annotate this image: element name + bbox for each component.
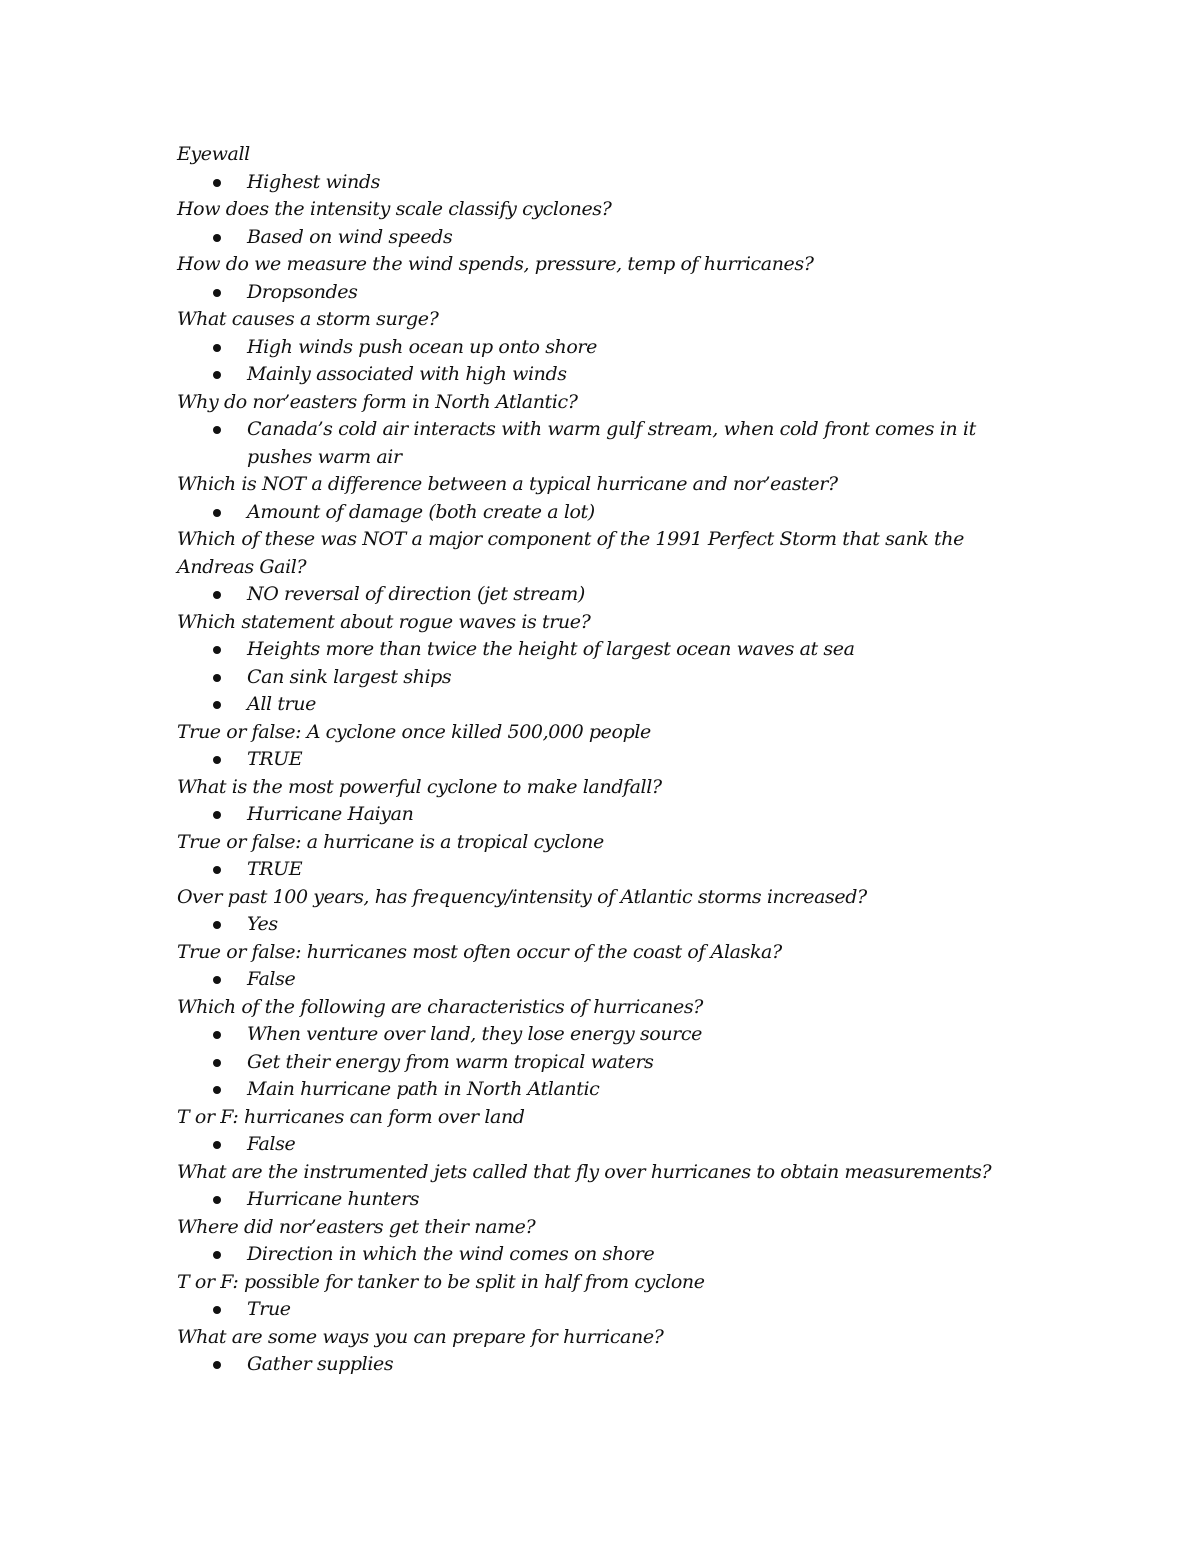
answer-text: False (247, 968, 296, 990)
answer-list (177, 966, 1037, 994)
answer-list (177, 1351, 1037, 1379)
answer-item (177, 224, 1037, 252)
answer-text: TRUE (247, 748, 303, 770)
answer-text: High winds push ocean up onto shore (247, 335, 597, 358)
question-text: Over past 100 years, has frequency/intensity of Atlantic storms increased? (177, 885, 867, 908)
answer-list (177, 224, 1037, 252)
bullet-icon (213, 866, 221, 874)
answer-text: False (247, 1133, 296, 1155)
answer-list (177, 746, 1037, 774)
bullet-icon (213, 1086, 221, 1094)
question-text: Which of the following are characteristics of hurricanes? (177, 995, 703, 1018)
question-text: Which is NOT a difference between a typical hurricane and nor’easter? (177, 473, 838, 495)
answer-item (177, 1186, 1037, 1214)
qa-list (177, 141, 1037, 1379)
bullet-icon (213, 1196, 221, 1204)
answer-item (177, 911, 1037, 939)
answer-item (177, 279, 1037, 307)
bullet-icon (213, 1059, 221, 1067)
answer-list (177, 1296, 1037, 1324)
question-text: T or F: hurricanes can form over land (177, 1105, 525, 1128)
answer-list (177, 279, 1037, 307)
answer-item (177, 1021, 1037, 1049)
answer-item (177, 1131, 1037, 1159)
bullet-icon (213, 591, 221, 599)
answer-item (177, 169, 1037, 197)
answer-item (177, 856, 1037, 884)
question-text: Where did nor’easters get their name? (177, 1215, 536, 1238)
answer-item (177, 801, 1037, 829)
answer-item (177, 334, 1037, 362)
answer-list (177, 499, 1037, 527)
answer-list (177, 169, 1037, 197)
answer-list (177, 1241, 1037, 1269)
answer-item (177, 746, 1037, 774)
bullet-icon (213, 1251, 221, 1259)
answer-item (177, 691, 1037, 719)
answer-item (177, 1049, 1037, 1077)
answer-text: All true (247, 693, 316, 715)
answer-item (177, 416, 1037, 471)
answer-item (177, 1241, 1037, 1269)
bullet-icon (213, 371, 221, 379)
question-text: Which of these was NOT a major component of the 1991 Perfect Storm that sank the Andreas Gail? (177, 528, 964, 578)
answer-text: True (247, 1298, 291, 1320)
bullet-icon (213, 289, 221, 297)
answer-text: Canada’s cold air interacts with warm gulf stream, when cold front comes in it pushes warm air (247, 418, 976, 468)
answer-list (177, 1131, 1037, 1159)
question-text: What causes a storm surge? (177, 308, 439, 330)
answer-text: Gather supplies (247, 1353, 394, 1375)
bullet-icon (213, 509, 221, 517)
answer-text: Amount of damage (both create a lot) (247, 500, 595, 523)
answer-text: Get their energy from warm tropical waters (247, 1050, 654, 1073)
bullet-icon (213, 646, 221, 654)
answer-list (177, 416, 1037, 471)
answer-text: NO reversal of direction (jet stream) (247, 583, 585, 605)
answer-list (177, 1186, 1037, 1214)
question-text: What are some ways you can prepare for hurricane? (177, 1325, 664, 1348)
answer-item (177, 1296, 1037, 1324)
bullet-icon (213, 426, 221, 434)
answer-item (177, 361, 1037, 389)
answer-item (177, 664, 1037, 692)
bullet-icon (213, 976, 221, 984)
answer-list (177, 856, 1037, 884)
answer-text: Mainly associated with high winds (247, 363, 567, 385)
answer-text: Yes (247, 913, 278, 935)
answer-text: Hurricane hunters (247, 1188, 420, 1210)
question-text: Eyewall (177, 143, 250, 165)
answer-text: TRUE (247, 858, 303, 880)
bullet-icon (213, 344, 221, 352)
question-text: How do we measure the wind spends, pressure, temp of hurricanes? (177, 253, 814, 275)
answer-text: Based on wind speeds (247, 225, 453, 248)
answer-text: Heights more than twice the height of largest ocean waves at sea (247, 638, 855, 660)
answer-list (177, 636, 1037, 719)
bullet-icon (213, 811, 221, 819)
bullet-icon (213, 1361, 221, 1369)
answer-text: Direction in which the wind comes on shore (247, 1243, 655, 1265)
bullet-icon (213, 756, 221, 764)
question-text: What is the most powerful cyclone to make landfall? (177, 775, 662, 798)
answer-item (177, 636, 1037, 664)
question-text: True or false: hurricanes most often occur of the coast of Alaska? (177, 940, 782, 963)
bullet-icon (213, 674, 221, 682)
answer-item (177, 966, 1037, 994)
answer-text: Highest winds (247, 170, 381, 193)
question-text: True or false: A cyclone once killed 500,000 people (177, 720, 651, 743)
answer-list (177, 581, 1037, 609)
answer-text: When venture over land, they lose energy source (247, 1023, 702, 1045)
answer-list (177, 801, 1037, 829)
question-text: T or F: possible for tanker to be split in half from cyclone (177, 1270, 705, 1293)
question-text: Which statement about rogue waves is true? (177, 610, 591, 633)
bullet-icon (213, 1031, 221, 1039)
bullet-icon (213, 234, 221, 242)
bullet-icon (213, 1306, 221, 1314)
bullet-icon (213, 701, 221, 709)
answer-item (177, 1076, 1037, 1104)
answer-text: Main hurricane path in North Atlantic (247, 1078, 600, 1100)
bullet-icon (213, 921, 221, 929)
answer-item (177, 1351, 1037, 1379)
answer-text: Dropsondes (247, 280, 358, 303)
answer-item (177, 499, 1037, 527)
answer-item (177, 581, 1037, 609)
answer-text: Hurricane Haiyan (247, 803, 414, 825)
bullet-icon (213, 179, 221, 187)
question-text: Why do nor’easters form in North Atlantic? (177, 390, 578, 413)
question-text: True or false: a hurricane is a tropical cyclone (177, 830, 604, 853)
bullet-icon (213, 1141, 221, 1149)
answer-text: Can sink largest ships (247, 665, 452, 688)
answer-list (177, 911, 1037, 939)
question-text: What are the instrumented jets called that fly over hurricanes to obtain measurements? (177, 1160, 992, 1183)
question-text: How does the intensity scale classify cyclones? (177, 198, 612, 220)
answer-list (177, 334, 1037, 389)
answer-list (177, 1021, 1037, 1104)
